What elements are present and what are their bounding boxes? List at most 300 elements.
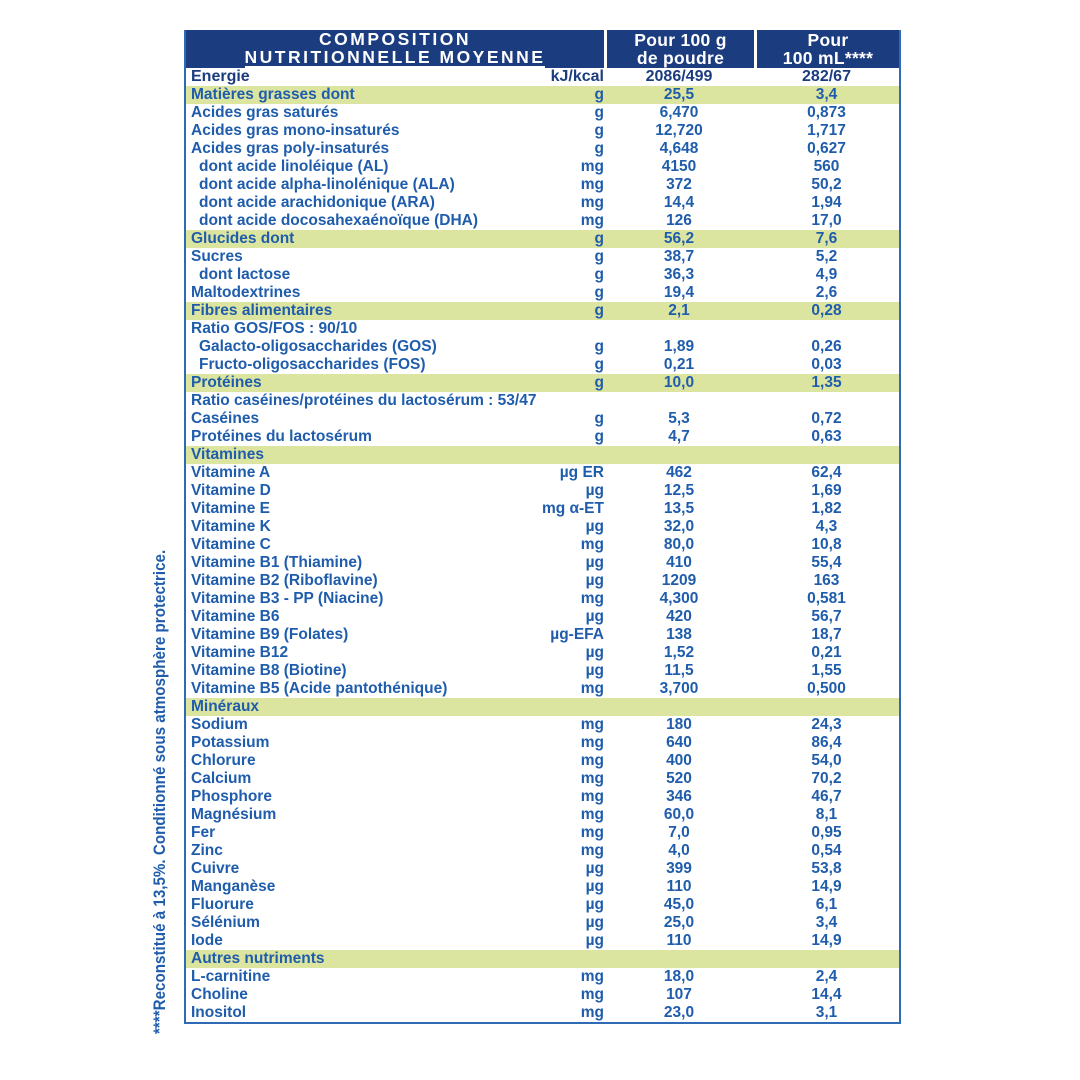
nutrient-unit: µg xyxy=(585,932,604,949)
nutrient-label: Vitamine B1 (Thiamine) xyxy=(191,554,363,571)
nutrient-label: Iode xyxy=(191,932,223,949)
label-unit-cell xyxy=(186,644,604,662)
label-unit-cell xyxy=(186,752,604,770)
nutrient-label: Phosphore xyxy=(191,788,272,805)
nutrient-label: Vitamine B3 - PP (Niacine) xyxy=(191,590,384,607)
value-per-100ml: 17,0 xyxy=(811,212,842,229)
header-col-100g-line1: Pour 100 g xyxy=(634,30,727,50)
value-per-100ml: 2,4 xyxy=(815,968,838,985)
value-per-100ml: 55,4 xyxy=(811,554,842,571)
table-row xyxy=(186,104,899,122)
value-per-100ml: 8,1 xyxy=(815,806,838,823)
table-row xyxy=(186,518,899,536)
value-per-100g: 12,720 xyxy=(655,122,703,139)
header-col-100g-line2: de poudre xyxy=(636,48,725,68)
table-row xyxy=(186,536,899,554)
label-unit-cell xyxy=(186,626,604,644)
nutrient-label: Protéines du lactosérum xyxy=(191,428,372,445)
value-per-100g: 138 xyxy=(666,626,692,643)
nutrient-unit: mg xyxy=(580,842,604,859)
label-unit-cell xyxy=(186,104,604,122)
table-row xyxy=(186,356,899,374)
table-row xyxy=(186,788,899,806)
table-row xyxy=(186,140,899,158)
table-row xyxy=(186,590,899,608)
value-per-100g: 18,0 xyxy=(663,968,695,985)
value-per-100g: 1,52 xyxy=(663,644,695,661)
table-row xyxy=(186,122,899,140)
label-unit-cell xyxy=(186,896,604,914)
value-per-100ml: 10,8 xyxy=(811,536,842,553)
table-row xyxy=(186,734,899,752)
nutrient-unit: mg xyxy=(580,968,604,985)
nutrient-unit: µg xyxy=(585,914,604,931)
value-per-100g: 4150 xyxy=(661,158,697,175)
label-unit-cell xyxy=(186,716,604,734)
label-unit-cell xyxy=(186,986,604,1004)
value-per-100g: 7,0 xyxy=(668,824,690,841)
label-unit-cell xyxy=(186,248,604,266)
label-unit-cell xyxy=(186,572,604,590)
nutrient-label: dont lactose xyxy=(199,266,291,283)
nutrient-unit: mg xyxy=(580,770,604,787)
label-unit-cell xyxy=(186,410,604,428)
label-unit-cell xyxy=(186,464,604,482)
value-per-100g: 462 xyxy=(666,464,692,481)
nutrient-label: Matières grasses dont xyxy=(191,86,355,103)
table-row xyxy=(186,194,899,212)
label-unit-cell xyxy=(186,806,604,824)
value-per-100g: 12,5 xyxy=(663,482,695,499)
value-per-100g: 14,4 xyxy=(663,194,695,211)
nutrient-unit: g xyxy=(594,248,604,265)
label-unit-cell xyxy=(186,212,604,230)
value-per-100ml: 24,3 xyxy=(811,716,842,733)
table-header xyxy=(186,30,899,68)
value-per-100g: 400 xyxy=(666,752,692,769)
value-per-100ml: 3,1 xyxy=(815,1004,838,1021)
nutrient-label: Sucres xyxy=(191,248,243,265)
table-row xyxy=(186,482,899,500)
label-unit-cell xyxy=(186,482,604,500)
table-row xyxy=(186,932,899,950)
label-unit-cell xyxy=(186,86,604,104)
table-row xyxy=(186,770,899,788)
label-unit-cell xyxy=(186,266,604,284)
nutrient-unit: µg xyxy=(585,572,604,589)
value-per-100ml: 560 xyxy=(813,158,840,175)
label-unit-cell xyxy=(186,230,604,248)
header-col-per-100ml xyxy=(754,30,899,68)
label-unit-cell xyxy=(186,374,604,392)
value-per-100g: 126 xyxy=(666,212,692,229)
nutrient-label: Fructo-oligosaccharides (FOS) xyxy=(199,356,426,373)
nutrient-label: Vitamine B9 (Folates) xyxy=(191,626,349,643)
value-per-100ml: 0,28 xyxy=(811,302,842,319)
nutrient-label: Vitamine B6 xyxy=(191,608,280,625)
table-row xyxy=(186,752,899,770)
value-per-100g: 372 xyxy=(666,176,692,193)
table-row xyxy=(186,176,899,194)
nutrient-unit: mg xyxy=(580,788,604,805)
nutrient-unit: g xyxy=(594,338,604,355)
label-unit-cell xyxy=(186,284,604,302)
value-per-100ml: 0,627 xyxy=(807,140,846,157)
nutrient-label: L-carnitine xyxy=(191,968,271,985)
table-row xyxy=(186,914,899,932)
nutrient-label: Energie xyxy=(191,68,250,85)
label-unit-cell xyxy=(186,1004,604,1022)
table-row xyxy=(186,968,899,986)
table-row xyxy=(186,950,899,968)
label-unit-cell xyxy=(186,608,604,626)
nutrient-unit: mg xyxy=(580,158,604,175)
table-row xyxy=(186,662,899,680)
value-per-100ml: 0,21 xyxy=(811,644,842,661)
nutrient-unit: mg xyxy=(580,212,604,229)
label-unit-cell xyxy=(186,860,604,878)
label-unit-cell xyxy=(186,428,604,446)
nutrient-unit: g xyxy=(594,428,604,445)
label-unit-cell xyxy=(186,554,604,572)
table-row xyxy=(186,842,899,860)
value-per-100g: 56,2 xyxy=(663,230,695,247)
nutrient-unit: mg xyxy=(580,806,604,823)
label-unit-cell xyxy=(186,788,604,806)
nutrient-label: Manganèse xyxy=(191,878,276,895)
value-per-100ml: 70,2 xyxy=(811,770,842,787)
nutrient-unit: µg-EFA xyxy=(550,626,604,643)
value-per-100g: 19,4 xyxy=(663,284,695,301)
value-per-100g: 346 xyxy=(666,788,692,805)
nutrient-label: Potassium xyxy=(191,734,270,751)
nutrient-unit: g xyxy=(594,86,604,103)
nutrient-unit: g xyxy=(594,284,604,301)
label-unit-cell xyxy=(186,356,604,374)
nutrient-unit: µg xyxy=(585,896,604,913)
nutrient-label: Acides gras poly-insaturés xyxy=(191,140,390,157)
value-per-100g: 4,0 xyxy=(668,842,690,859)
table-row xyxy=(186,410,899,428)
value-per-100g: 45,0 xyxy=(663,896,695,913)
value-per-100ml: 14,4 xyxy=(811,986,842,1003)
nutrient-label: Fer xyxy=(191,824,216,841)
table-row xyxy=(186,698,899,716)
value-per-100ml: 0,63 xyxy=(811,428,842,445)
label-unit-cell xyxy=(186,662,604,680)
nutrient-label: Zinc xyxy=(191,842,223,859)
value-per-100ml: 53,8 xyxy=(811,860,842,877)
table-row xyxy=(186,266,899,284)
nutrient-unit: g xyxy=(594,410,604,427)
value-per-100ml: 0,26 xyxy=(811,338,842,355)
value-per-100g: 25,5 xyxy=(663,86,695,103)
nutrient-label: Maltodextrines xyxy=(191,284,301,301)
nutrient-label: Fibres alimentaires xyxy=(191,302,333,319)
value-per-100ml: 5,2 xyxy=(815,248,838,265)
nutrient-label: Vitamine E xyxy=(191,500,270,517)
nutrient-label: Ratio GOS/FOS : 90/10 xyxy=(191,320,358,337)
nutrient-unit: g xyxy=(594,140,604,157)
nutrient-unit: µg xyxy=(585,878,604,895)
value-per-100ml: 7,6 xyxy=(815,230,838,247)
label-unit-cell xyxy=(186,932,604,950)
value-per-100ml: 56,7 xyxy=(811,608,842,625)
value-per-100ml: 1,69 xyxy=(811,482,842,499)
nutrient-unit: mg xyxy=(580,716,604,733)
nutrient-label: Inositol xyxy=(191,1004,247,1021)
value-per-100g: 60,0 xyxy=(663,806,695,823)
value-per-100ml: 282/67 xyxy=(802,68,851,85)
table-row xyxy=(186,158,899,176)
header-col-100ml-line2: 100 mL**** xyxy=(782,48,874,68)
table-row xyxy=(186,644,899,662)
nutrient-unit: mg xyxy=(580,986,604,1003)
nutrient-label: Autres nutriments xyxy=(191,950,325,967)
table-row xyxy=(186,248,899,266)
label-unit-cell xyxy=(186,500,604,518)
table-row xyxy=(186,986,899,1004)
value-per-100g: 420 xyxy=(666,608,692,625)
table-row xyxy=(186,320,899,338)
nutrient-label: Vitamines xyxy=(191,446,264,463)
nutrition-table xyxy=(184,30,901,1024)
value-per-100g: 4,7 xyxy=(668,428,690,445)
nutrient-label: Vitamine B12 xyxy=(191,644,289,661)
nutrient-label: Calcium xyxy=(191,770,252,787)
table-row xyxy=(186,608,899,626)
value-per-100g: 110 xyxy=(666,878,692,895)
nutrient-unit: mg xyxy=(580,536,604,553)
nutrient-label: Choline xyxy=(191,986,248,1003)
nutrient-label: Cuivre xyxy=(191,860,240,877)
value-per-100g: 180 xyxy=(666,716,692,733)
table-row xyxy=(186,212,899,230)
table-row xyxy=(186,572,899,590)
nutrient-label: Acides gras saturés xyxy=(191,104,339,121)
nutrient-label: Vitamine B5 (Acide pantothénique) xyxy=(191,680,448,697)
nutrient-unit: µg xyxy=(585,554,604,571)
table-row xyxy=(186,1004,899,1022)
footnote-vertical: ****Reconstitué à 13,5%. Conditionné sous atmosphère protectrice. xyxy=(151,549,169,1034)
value-per-100ml: 46,7 xyxy=(811,788,842,805)
value-per-100g: 110 xyxy=(666,932,692,949)
nutrient-unit: µg xyxy=(585,644,604,661)
value-per-100g: 520 xyxy=(666,770,692,787)
table-row xyxy=(186,860,899,878)
value-per-100ml: 14,9 xyxy=(811,932,842,949)
table-row xyxy=(186,68,899,86)
value-per-100ml: 0,873 xyxy=(807,104,846,121)
nutrient-unit: mg xyxy=(580,824,604,841)
table-row xyxy=(186,392,899,410)
table-row xyxy=(186,824,899,842)
value-per-100g: 3,700 xyxy=(659,680,699,697)
value-per-100ml: 4,9 xyxy=(815,266,838,283)
nutrient-unit: mg xyxy=(580,176,604,193)
value-per-100ml: 1,82 xyxy=(811,500,842,517)
nutrient-label: Vitamine B2 (Riboflavine) xyxy=(191,572,378,589)
value-per-100g: 4,300 xyxy=(659,590,699,607)
table-body xyxy=(186,68,899,1022)
value-per-100g: 107 xyxy=(666,986,692,1003)
nutrient-unit: g xyxy=(594,230,604,247)
table-row xyxy=(186,302,899,320)
value-per-100g: 399 xyxy=(666,860,692,877)
value-per-100ml: 6,1 xyxy=(815,896,838,913)
nutrient-label: Magnésium xyxy=(191,806,277,823)
label-unit-cell xyxy=(186,158,604,176)
header-title xyxy=(186,30,604,68)
value-per-100ml: 0,03 xyxy=(811,356,842,373)
label-unit-cell xyxy=(186,122,604,140)
value-per-100g: 38,7 xyxy=(663,248,695,265)
value-per-100g: 10,0 xyxy=(663,374,695,391)
value-per-100ml: 14,9 xyxy=(811,878,842,895)
value-per-100ml: 1,35 xyxy=(811,374,842,391)
nutrient-label: Ratio caséines/protéines du lactosérum : 53/47 xyxy=(191,392,537,409)
table-row xyxy=(186,374,899,392)
label-unit-cell xyxy=(186,140,604,158)
nutrient-unit: mg xyxy=(580,680,604,697)
label-unit-cell xyxy=(186,176,604,194)
value-per-100g: 0,21 xyxy=(663,356,695,373)
table-row xyxy=(186,230,899,248)
header-col-100ml-line1: Pour xyxy=(807,30,849,50)
nutrient-unit: µg xyxy=(585,860,604,877)
value-per-100ml: 0,54 xyxy=(811,842,842,859)
label-unit-cell xyxy=(186,518,604,536)
header-title-line1: COMPOSITION xyxy=(319,29,471,49)
value-per-100g: 6,470 xyxy=(659,104,699,121)
label-unit-cell xyxy=(186,590,604,608)
table-row xyxy=(186,338,899,356)
nutrient-label: dont acide alpha-linolénique (ALA) xyxy=(199,176,455,193)
nutrient-label: Sélénium xyxy=(191,914,260,931)
value-per-100g: 25,0 xyxy=(663,914,695,931)
header-title-line2: NUTRITIONNELLE MOYENNE xyxy=(244,47,546,67)
nutrient-label: Galacto-oligosaccharides (GOS) xyxy=(199,338,437,355)
value-per-100g: 640 xyxy=(666,734,692,751)
nutrient-unit: g xyxy=(594,356,604,373)
value-per-100ml: 50,2 xyxy=(811,176,842,193)
nutrient-unit: g xyxy=(594,302,604,319)
nutrient-unit: µg xyxy=(585,608,604,625)
value-per-100ml: 18,7 xyxy=(811,626,842,643)
value-per-100ml: 0,581 xyxy=(807,590,846,607)
label-unit-cell xyxy=(186,734,604,752)
nutrient-unit: µg xyxy=(585,662,604,679)
nutrient-unit: mg xyxy=(580,590,604,607)
table-row xyxy=(186,554,899,572)
nutrient-label: Acides gras mono-insaturés xyxy=(191,122,400,139)
value-per-100ml: 86,4 xyxy=(811,734,842,751)
nutrient-label: dont acide arachidonique (ARA) xyxy=(199,194,435,211)
value-per-100g: 2,1 xyxy=(668,302,690,319)
nutrient-label: dont acide docosahexaénoïque (DHA) xyxy=(199,212,479,229)
value-per-100ml: 1,94 xyxy=(811,194,842,211)
label-unit-cell xyxy=(186,878,604,896)
table-row xyxy=(186,878,899,896)
table-row xyxy=(186,428,899,446)
table-row xyxy=(186,716,899,734)
value-per-100g: 36,3 xyxy=(663,266,695,283)
value-per-100ml: 62,4 xyxy=(811,464,842,481)
value-per-100g: 1209 xyxy=(661,572,697,589)
value-per-100g: 80,0 xyxy=(663,536,695,553)
nutrient-label: Protéines xyxy=(191,374,262,391)
table-row xyxy=(186,896,899,914)
value-per-100g: 13,5 xyxy=(663,500,695,517)
value-per-100g: 410 xyxy=(666,554,692,571)
nutrient-unit: g xyxy=(594,122,604,139)
table-row xyxy=(186,446,899,464)
nutrient-unit: µg xyxy=(585,482,604,499)
value-per-100ml: 0,95 xyxy=(811,824,842,841)
value-per-100g: 2086/499 xyxy=(645,68,713,85)
nutrient-label: Vitamine D xyxy=(191,482,271,499)
value-per-100g: 4,648 xyxy=(659,140,699,157)
label-unit-cell xyxy=(186,770,604,788)
value-per-100ml: 1,717 xyxy=(807,122,846,139)
nutrient-unit: g xyxy=(594,104,604,121)
nutrient-unit: g xyxy=(594,374,604,391)
nutrient-label: Vitamine A xyxy=(191,464,271,481)
label-unit-cell xyxy=(186,680,604,698)
value-per-100ml: 54,0 xyxy=(811,752,842,769)
label-unit-cell xyxy=(186,68,604,86)
nutrient-label: Fluorure xyxy=(191,896,254,913)
nutrient-label: dont acide linoléique (AL) xyxy=(199,158,389,175)
nutrient-unit: mg xyxy=(580,1004,604,1021)
value-per-100ml: 4,3 xyxy=(815,518,838,535)
table-row xyxy=(186,500,899,518)
nutrient-label: Vitamine K xyxy=(191,518,271,535)
value-per-100ml: 3,4 xyxy=(815,86,838,103)
value-per-100ml: 2,6 xyxy=(815,284,838,301)
table-row xyxy=(186,806,899,824)
value-per-100g: 11,5 xyxy=(664,662,694,679)
nutrient-label: Minéraux xyxy=(191,698,260,715)
nutrient-label: Chlorure xyxy=(191,752,256,769)
table-row xyxy=(186,284,899,302)
nutrient-unit: µg ER xyxy=(559,464,604,481)
nutrient-unit: mg xyxy=(580,752,604,769)
value-per-100ml: 0,500 xyxy=(807,680,846,697)
label-unit-cell xyxy=(186,302,604,320)
value-per-100ml: 3,4 xyxy=(815,914,838,931)
table-row xyxy=(186,626,899,644)
label-unit-cell xyxy=(186,194,604,212)
nutrient-label: Vitamine C xyxy=(191,536,271,553)
table-row xyxy=(186,680,899,698)
label-unit-cell xyxy=(186,824,604,842)
nutrient-label: Sodium xyxy=(191,716,248,733)
table-row xyxy=(186,86,899,104)
nutrient-unit: g xyxy=(594,266,604,283)
value-per-100g: 23,0 xyxy=(663,1004,695,1021)
label-unit-cell xyxy=(186,536,604,554)
label-unit-cell xyxy=(186,968,604,986)
value-per-100ml: 0,72 xyxy=(811,410,842,427)
nutrient-unit: mg xyxy=(580,194,604,211)
label-unit-cell xyxy=(186,842,604,860)
value-per-100g: 5,3 xyxy=(668,410,690,427)
value-per-100g: 1,89 xyxy=(663,338,695,355)
value-per-100ml: 163 xyxy=(813,572,840,589)
nutrient-label: Glucides dont xyxy=(191,230,295,247)
nutrient-unit: µg xyxy=(585,518,604,535)
